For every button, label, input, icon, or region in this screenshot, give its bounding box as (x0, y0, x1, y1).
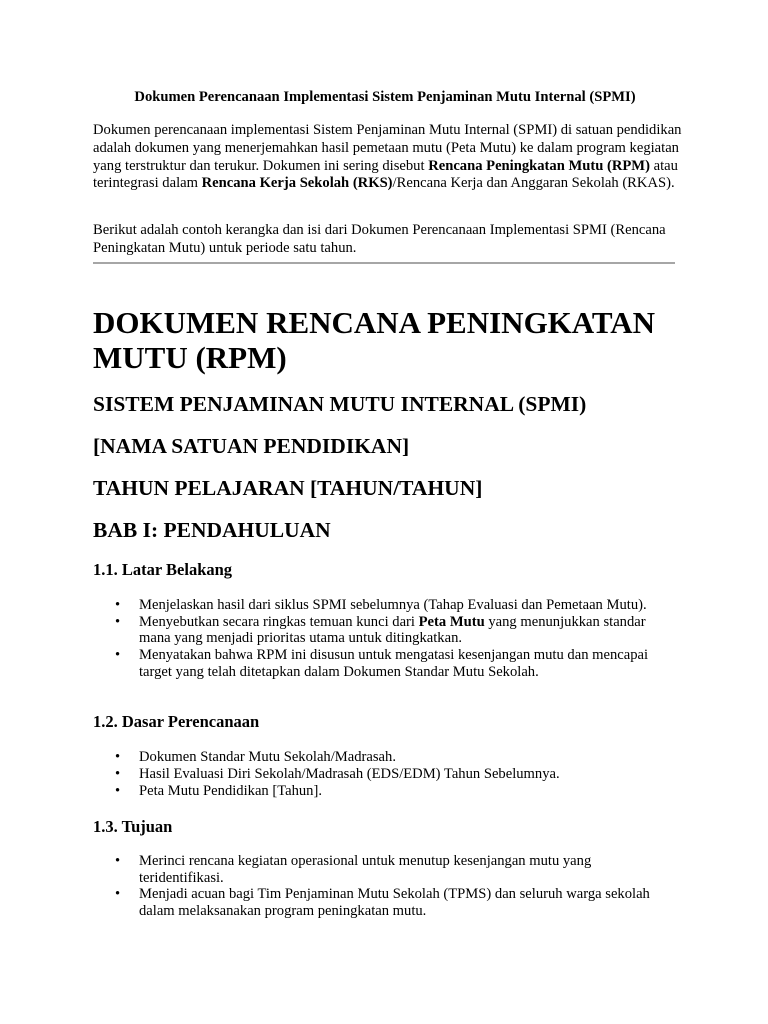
latar-belakang-list (93, 597, 653, 681)
list-item-text: Menjelaskan hasil dari siklus SPMI sebelumnya (Tahap Evaluasi dan Pemetaan Mutu). (139, 597, 647, 613)
intro-text-2: atau terintegrasi dalam (93, 157, 678, 192)
list-item (93, 614, 653, 647)
section-heading-latar-belakang: 1.1. Latar Belakang (93, 560, 233, 579)
list-item (93, 749, 653, 766)
bullet-icon: • (115, 613, 121, 630)
list-item (93, 886, 653, 919)
bullet-icon: • (115, 597, 121, 613)
list-item-text: Peta Mutu Pendidikan [Tahun]. (139, 782, 322, 799)
chapter-heading: BAB I: PENDAHULUAN (93, 518, 331, 542)
intro-bold-rpm: Rencana Peningkatan Mutu (RPM) (428, 157, 650, 174)
subtitle-spmi: SISTEM PENJAMINAN MUTU INTERNAL (SPMI) (93, 392, 587, 416)
bullet-icon: • (115, 782, 121, 799)
bullet-icon: • (115, 647, 121, 664)
list-item-text: Menyebutkan secara ringkas temuan kunci dari (139, 613, 419, 630)
main-title: DOKUMEN RENCANA PENINGKATAN MUTU (RPM) (93, 305, 656, 375)
list-item-text: Menyatakan bahwa RPM ini disusun untuk mengatasi kesenjangan mutu dan mencapai target yang telah ditetapkan dalam Dokumen Standar Mutu Sekolah. (139, 647, 649, 680)
list-item-text: Merinci rencana kegiatan operasional untuk menutup kesenjangan mutu yang teridentifikasi. (139, 853, 592, 886)
list-item-text: Hasil Evaluasi Diri Sekolah/Madrasah (EDS/EDM) Tahun Sebelumnya. (139, 765, 560, 782)
intro-text-1: Dokumen perencanaan implementasi Sistem Penjaminan Mutu Internal (SPMI) di satuan pendidikan adalah dokumen yang menerjemahkan hasil pemetaan mutu (Peta Mutu) ke dalam program kegiatan yang terstruktur dan terukur. Dokumen ini sering disebut (93, 122, 682, 174)
list-item (93, 853, 653, 886)
section-heading-dasar-perencanaan: 1.2. Dasar Perencanaan (93, 712, 260, 731)
bullet-icon: • (115, 886, 121, 903)
tujuan-list (93, 853, 653, 920)
bullet-icon: • (115, 749, 121, 765)
list-item (93, 597, 653, 614)
intro-text-3: /Rencana Kerja dan Anggaran Sekolah (RKAS). (392, 175, 675, 192)
intro-bold-rks: Rencana Kerja Sekolah (RKS) (201, 175, 393, 192)
dasar-perencanaan-list (93, 749, 653, 799)
intro-paragraph-2: Berikut adalah contoh kerangka dan isi dari Dokumen Perencanaan Implementasi SPMI (Rencana Peningkatan Mutu) untuk periode satu tahun. (93, 222, 666, 256)
section-heading-tujuan: 1.3. Tujuan (93, 817, 173, 836)
list-item-bold-text: Peta Mutu (418, 613, 485, 630)
intro-paragraph (93, 122, 683, 193)
document-title: Dokumen Perencanaan Implementasi Sistem Penjaminan Mutu Internal (SPMI) (134, 89, 636, 105)
list-item (93, 783, 653, 800)
list-item-text: yang menunjukkan standar mana yang menjadi prioritas utama untuk ditingkatkan. (139, 613, 646, 647)
subtitle-school-name: [NAMA SATUAN PENDIDIKAN] (93, 434, 410, 458)
horizontal-divider (93, 262, 675, 264)
list-item-text: Dokumen Standar Mutu Sekolah/Madrasah. (139, 749, 396, 765)
list-item-text: Menjadi acuan bagi Tim Penjaminan Mutu Sekolah (TPMS) dan seluruh warga sekolah dalam melaksanakan program peningkatan mutu. (139, 886, 650, 919)
subtitle-academic-year: TAHUN PELAJARAN [TAHUN/TAHUN] (93, 476, 483, 500)
list-item (93, 766, 653, 783)
list-item (93, 647, 653, 680)
bullet-icon: • (115, 765, 121, 782)
bullet-icon: • (115, 853, 121, 869)
